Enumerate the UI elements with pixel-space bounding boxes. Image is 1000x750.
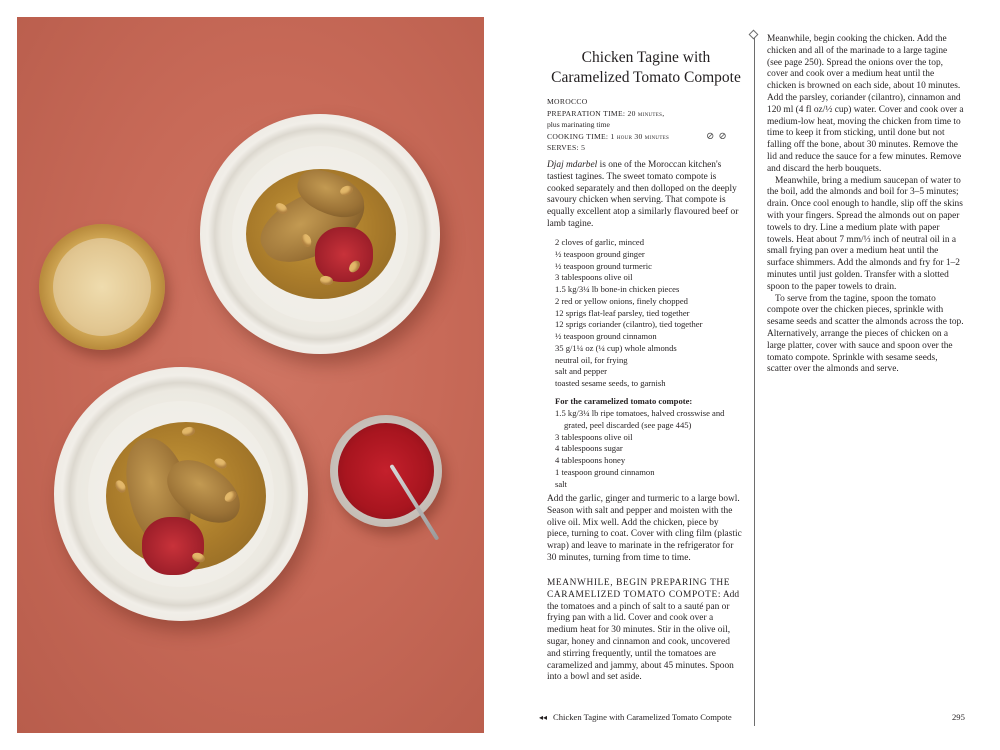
dietary-icons xyxy=(706,131,731,142)
intro-text: is one of the Moroccan kitchen's tastiest tagines. The sweet tomato compote is cooked separately and then dolloped on the deeply savoury chicken when serving. That compote is equally excellent atop a similarly flavoured beef or lamb tagine. xyxy=(547,160,739,229)
method-step-2-lead: MEANWHILE, BEGIN PREPARING THE CARAMELIZED TOMATO COMPOTE: xyxy=(547,578,731,600)
ingredient-item: salt xyxy=(555,478,567,489)
method-step-2 xyxy=(547,578,743,684)
running-footer xyxy=(539,712,732,722)
ingredient-item: ½ teaspoon ground cinnamon xyxy=(555,331,657,341)
ingredient-item: ½ teaspoon ground ginger xyxy=(555,248,645,259)
method-step-5: To serve from the tagine, spoon the tomato compote over the chicken pieces, sprinkle with sesame seeds and scatter the almonds across the top. Alternatively, arrange the pieces of chicken on a large platter, cover with sauce and spoon over the tomato compote. Sprinkle with sesame seeds, scatter over the almonds and serve. xyxy=(767,293,964,375)
recipe-meta xyxy=(547,96,669,154)
ingredient-item: 12 sprigs coriander (cilantro), tied together xyxy=(555,319,703,330)
tomato-compote-jar xyxy=(330,415,442,527)
running-title: Chicken Tagine with Caramelized Tomato Compote xyxy=(553,712,732,722)
region: MOROCCO xyxy=(547,97,588,106)
method-right-column xyxy=(767,34,964,376)
ingredient-item: salt and pepper xyxy=(555,366,608,377)
serves: SERVES: 5 xyxy=(547,143,586,152)
column-divider xyxy=(754,38,755,726)
method-step-1: Add the garlic, ginger and turmeric to a large bowl. Season with salt and pepper and moisten with the olive oil. Mix well. Add the chicken, piece by piece, turning to coat. Cover with cling film (plastic wrap) and leave to marinate in the refrigerator for 30 minutes, turning from time to time. xyxy=(547,494,742,563)
ingredient-item: 3 tablespoons olive oil xyxy=(555,272,633,283)
intro-dish-name: Djaj mdarbel xyxy=(547,160,598,170)
recipe-title: Chicken Tagine with Caramelized Tomato Compote xyxy=(551,49,741,86)
method-step-3: Meanwhile, begin cooking the chicken. Add the chicken and all of the marinade to a large tagine (see page 250). Spread the onions over the top, cover and cook over a medium heat until the chicken is browned on each side, about 10 minutes. Add the parsley, coriander (cilantro), cinnamon and 120 ml (4 fl oz/½ cup) water. Cover and cook over a medium-low heat, moving the chicken from time to time to keep it from sticking, until done but not falling off the bone, about 30 minutes. Remove the lid and reduce the sauce for a few minutes. Remove and discard the herb bouquets. xyxy=(767,34,964,174)
back-arrow-icon: ◂◂ xyxy=(539,713,548,722)
page-number: 295 xyxy=(952,712,965,722)
ingredient-item: toasted sesame seeds, to garnish xyxy=(555,378,666,388)
ingredient-item: 3 tablespoons olive oil xyxy=(555,431,633,442)
dairy-free-icon: ⊘ xyxy=(706,131,719,142)
ingredient-item: 12 sprigs flat-leaf parsley, tied together xyxy=(555,307,690,318)
cooking-time: COOKING TIME: 1 hour 30 minutes xyxy=(547,131,670,141)
ingredient-list xyxy=(555,237,702,390)
ingredient-item: 2 red or yellow onions, finely chopped xyxy=(555,295,688,306)
ingredient-item: 35 g/1¼ oz (¼ cup) whole almonds xyxy=(555,342,677,353)
ingredient-item: 4 tablespoons sugar xyxy=(555,443,623,454)
method-step-2-text: Add the tomatoes and a pinch of salt to a sauté pan or frying pan with a lid. Cover and cook over a medium heat for 30 minutes. Stir in the olive oil, sugar, honey and cinnamon and cook, uncovered and stirring frequently, until the tomatoes are caramelized and jammy, about 45 minutes. Spoon into a bowl and set aside. xyxy=(547,589,740,683)
ingredient-item: grated, peel discarded (see page 445) xyxy=(564,419,692,430)
recipe-intro xyxy=(547,160,742,231)
upper-tomato-compote xyxy=(315,227,373,282)
lower-plate xyxy=(54,367,308,621)
ingredient-item: 1.5 kg/3¼ lb bone-in chicken pieces xyxy=(555,284,680,294)
gluten-free-icon: ⊘ xyxy=(718,131,731,142)
ingredient-item: 1 teaspoon ground cinnamon xyxy=(555,466,655,477)
compote-ingredient-list xyxy=(555,408,724,490)
ingredient-item: 2 cloves of garlic, minced xyxy=(555,237,645,247)
ingredient-item: neutral oil, for frying xyxy=(555,354,628,365)
compote-heading: For the caramelized tomato compote: xyxy=(555,396,693,406)
upper-plate xyxy=(200,114,440,354)
prep-time-note: plus marinating time xyxy=(547,120,610,129)
method-step-4: Meanwhile, bring a medium saucepan of water to the boil, add the almonds and boil for 3–5 minutes; drain. Once cool enough to handle, slip off the skins with your fingers. Spread the almonds out on paper towels to dry. Line a medium plate with paper towels. Heat about 7 mm/⅓ inch of neutral oil in a small frying pan over a medium heat until the surface shimmers. Add the almonds and fry for 1–2 minutes until just golden. Transfer with a slotted spoon to the paper towels to drain. xyxy=(767,175,963,292)
ingredient-item: 1.5 kg/3¼ lb ripe tomatoes, halved crosswise and xyxy=(555,408,725,418)
ingredient-item: 4 tablespoons honey xyxy=(555,455,626,465)
lower-tomato-compote xyxy=(142,517,204,575)
ingredient-item: ½ teaspoon ground turmeric xyxy=(555,260,652,271)
prep-time: PREPARATION TIME: 20 minutes, xyxy=(547,108,665,118)
food-photo xyxy=(17,17,484,733)
sesame-seed-dish xyxy=(39,224,165,350)
